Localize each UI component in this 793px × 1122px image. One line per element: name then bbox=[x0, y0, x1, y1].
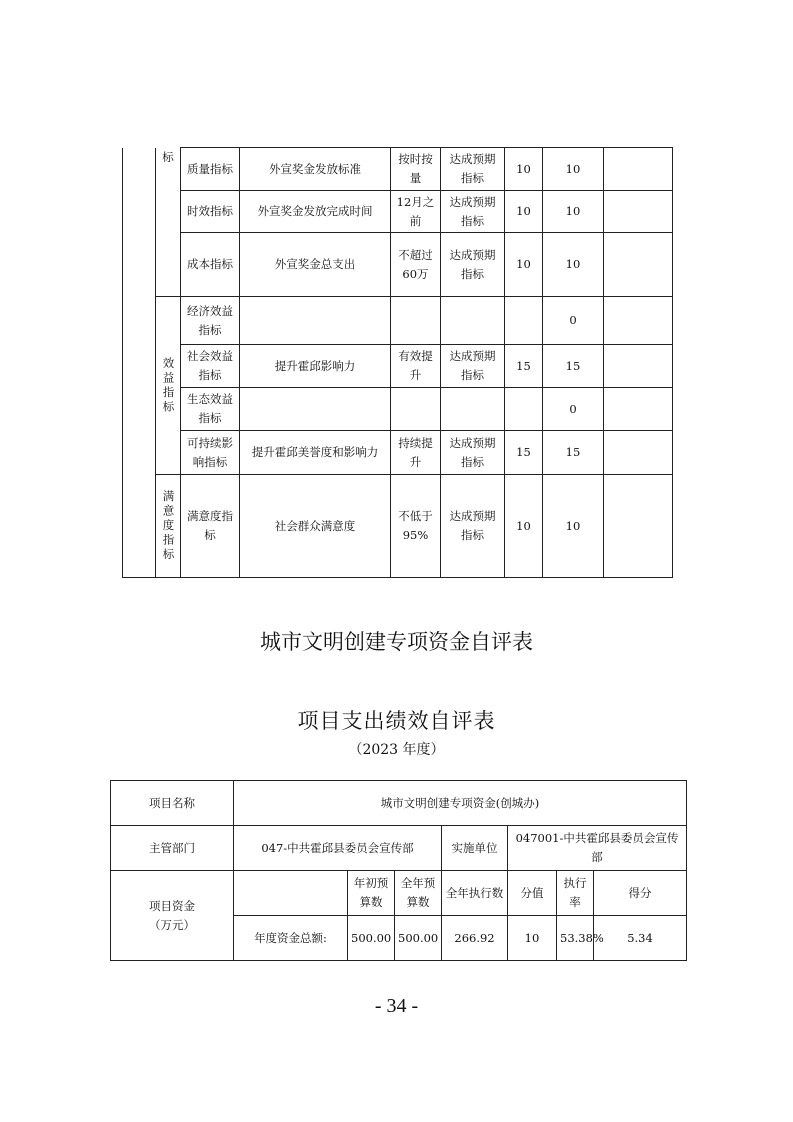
indicator-score: 15 bbox=[543, 431, 604, 475]
exec-rate-value: 53.38% bbox=[557, 916, 594, 961]
funds-label-cell bbox=[111, 871, 234, 961]
impl-label: 实施单位 bbox=[442, 826, 508, 871]
table-row bbox=[111, 781, 687, 826]
section-heading: 城市文明创建专项资金自评表 bbox=[260, 630, 533, 654]
indicator-content: 外宣奖金发放完成时间 bbox=[240, 191, 391, 233]
indicator-content: 外宣奖金发放标准 bbox=[240, 148, 391, 191]
indicator-target bbox=[391, 297, 441, 345]
indicator-remark bbox=[604, 345, 673, 388]
sub-indicator: 可持续影响指标 bbox=[181, 431, 240, 475]
indicator-score: 10 bbox=[543, 475, 604, 578]
indicator-weight: 10 bbox=[505, 191, 543, 233]
table-row bbox=[111, 826, 687, 871]
annual-budget-value: 500.00 bbox=[395, 916, 442, 961]
indicator-weight: 10 bbox=[505, 148, 543, 191]
table-row bbox=[123, 475, 673, 578]
indicator-target: 12月之前 bbox=[391, 191, 441, 233]
table-row bbox=[123, 191, 673, 233]
category-cell: 效益指标 bbox=[156, 297, 181, 475]
sub-indicator: 质量指标 bbox=[181, 148, 240, 191]
initial-budget-value: 500.00 bbox=[348, 916, 395, 961]
indicator-content: 提升霍邱影响力 bbox=[240, 345, 391, 388]
indicator-weight: 10 bbox=[505, 475, 543, 578]
year-subtitle: （2023 年度） bbox=[348, 742, 445, 758]
table-row bbox=[123, 388, 673, 431]
indicator-status: 达成预期指标 bbox=[441, 148, 505, 191]
indicator-content: 社会群众满意度 bbox=[240, 475, 391, 578]
table-row bbox=[123, 297, 673, 345]
indicator-remark bbox=[604, 431, 673, 475]
indicator-content: 提升霍邱美誉度和影响力 bbox=[240, 431, 391, 475]
indicator-remark bbox=[604, 191, 673, 233]
impl-value: 047001-中共霍邱县委员会宣传部 bbox=[508, 826, 687, 871]
indicator-weight bbox=[505, 297, 543, 345]
annual-budget-header: 全年预算数 bbox=[395, 871, 442, 916]
project-name-value: 城市文明创建专项资金(创城办) bbox=[234, 781, 687, 826]
indicator-remark bbox=[604, 388, 673, 431]
table-row bbox=[123, 148, 673, 191]
indicator-score: 10 bbox=[543, 191, 604, 233]
indicator-score: 0 bbox=[543, 388, 604, 431]
sub-indicator: 成本指标 bbox=[181, 233, 240, 297]
indicator-target: 不超过60万 bbox=[391, 233, 441, 297]
indicator-status: 达成预期指标 bbox=[441, 191, 505, 233]
indicator-status bbox=[441, 388, 505, 431]
weight-value: 10 bbox=[508, 916, 557, 961]
score-value: 5.34 bbox=[594, 916, 687, 961]
initial-budget-header: 年初预算数 bbox=[348, 871, 395, 916]
indicator-status bbox=[441, 297, 505, 345]
sub-indicator: 经济效益指标 bbox=[181, 297, 240, 345]
indicator-target bbox=[391, 388, 441, 431]
category-cell: 标 bbox=[156, 148, 181, 297]
dept-value: 047-中共霍邱县委员会宣传部 bbox=[234, 826, 442, 871]
executed-header: 全年执行数 bbox=[442, 871, 508, 916]
category-cell: 满意度指标 bbox=[156, 475, 181, 578]
indicator-weight: 10 bbox=[505, 233, 543, 297]
indicator-target: 按时按量 bbox=[391, 148, 441, 191]
exec-rate-header: 执行率 bbox=[557, 871, 594, 916]
executed-value: 266.92 bbox=[442, 916, 508, 961]
weight-header: 分值 bbox=[508, 871, 557, 916]
table-row bbox=[123, 233, 673, 297]
indicator-table bbox=[122, 147, 673, 578]
blank-header-cell bbox=[234, 871, 348, 916]
indicator-status: 达成预期指标 bbox=[441, 431, 505, 475]
funds-label: 项目资金 bbox=[149, 898, 195, 913]
table-row bbox=[123, 345, 673, 388]
indicator-content: 外宣奖金总支出 bbox=[240, 233, 391, 297]
indicator-score: 0 bbox=[543, 297, 604, 345]
indicator-status: 达成预期指标 bbox=[441, 475, 505, 578]
dept-label: 主管部门 bbox=[111, 826, 234, 871]
table-row bbox=[123, 431, 673, 475]
indicator-weight: 15 bbox=[505, 431, 543, 475]
indicator-score: 10 bbox=[543, 148, 604, 191]
page-title: 项目支出绩效自评表 bbox=[297, 709, 496, 733]
sub-indicator: 满意度指标 bbox=[181, 475, 240, 578]
project-name-label: 项目名称 bbox=[111, 781, 234, 826]
indicator-weight: 15 bbox=[505, 345, 543, 388]
indicator-status: 达成预期指标 bbox=[441, 345, 505, 388]
indicator-remark bbox=[604, 148, 673, 191]
sub-indicator: 社会效益指标 bbox=[181, 345, 240, 388]
indicator-target: 不低于95% bbox=[391, 475, 441, 578]
funds-unit: （万元） bbox=[149, 917, 195, 932]
performance-table bbox=[110, 780, 687, 961]
table-row bbox=[111, 871, 687, 916]
sub-indicator: 生态效益指标 bbox=[181, 388, 240, 431]
indicator-score: 15 bbox=[543, 345, 604, 388]
outer-category-cell bbox=[123, 148, 156, 578]
indicator-target: 持续提升 bbox=[391, 431, 441, 475]
indicator-target: 有效提升 bbox=[391, 345, 441, 388]
sub-indicator: 时效指标 bbox=[181, 191, 240, 233]
page-number: - 34 - bbox=[374, 995, 419, 1017]
indicator-content bbox=[240, 297, 391, 345]
indicator-remark bbox=[604, 233, 673, 297]
indicator-remark bbox=[604, 297, 673, 345]
indicator-content bbox=[240, 388, 391, 431]
score-header: 得分 bbox=[594, 871, 687, 916]
indicator-remark bbox=[604, 475, 673, 578]
indicator-weight bbox=[505, 388, 543, 431]
indicator-score: 10 bbox=[543, 233, 604, 297]
indicator-status: 达成预期指标 bbox=[441, 233, 505, 297]
total-funds-label: 年度资金总额: bbox=[234, 916, 348, 961]
